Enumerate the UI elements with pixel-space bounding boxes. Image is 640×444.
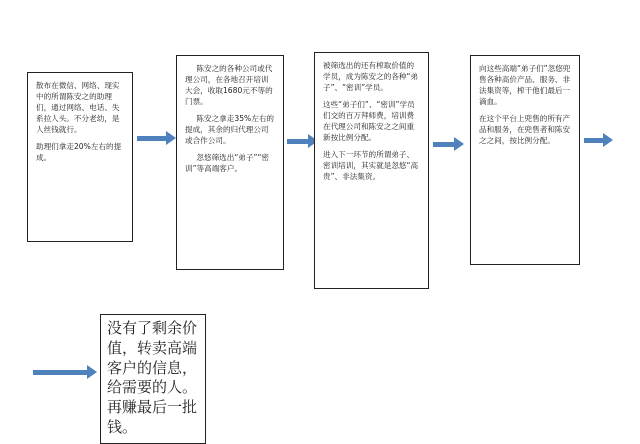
step-3-paragraph-2: 这些“弟子们”、“密训”学员们交的百万拜师费，培训费在代理公司和陈安之之间重新按比例分配。 — [323, 100, 415, 142]
arrow-4-to-next — [584, 138, 604, 143]
arrow-3-to-4 — [433, 142, 455, 147]
step-5-resell-box — [100, 314, 206, 444]
step-2-paragraph-1: 陈安之的各种公司或代理公司，在各地召开培训大会，收取1680元不等的门票。 — [185, 64, 273, 106]
step-4-products-box — [470, 55, 580, 265]
step-2-paragraph-2: 陈安之拿走35%左右的提成，其余的归代理公司或合作公司。 — [185, 114, 275, 145]
arrow-2-to-3 — [287, 139, 309, 144]
arrow-1-to-2 — [137, 136, 167, 141]
step-2-paragraph-3: 忽悠筛选出“弟子”“密训”等高端客户。 — [185, 153, 269, 173]
step-5-paragraph-1: 没有了剩余价值，转卖高端客户的信息，给需要的人。再赚最后一批钱。 — [107, 319, 198, 436]
step-1-recruit-box — [27, 72, 133, 242]
step-1-paragraph-2: 助理们拿走20%左右的提成。 — [36, 142, 122, 162]
step-2-training-box — [176, 55, 284, 270]
arrow-to-step-5 — [33, 370, 88, 375]
step-1-paragraph-1: 散布在微信、网络、现实中的所谓陈安之的助理们，通过网络、电话、失系拉人头。不分老幼，是人丝钱就行。 — [36, 81, 120, 134]
step-3-paragraph-1: 被筛选出的还有榨取价值的学员，成为陈安之的各种“弟子”、“密训”学员。 — [323, 61, 419, 92]
step-3-paragraph-3: 进入下一环节的所谓弟子、密训培训，其实就是忽悠“高贵”、非法集资。 — [323, 150, 419, 181]
step-4-paragraph-1: 向这些高端“弟子们”忽悠兜售各种高价产品、服务、非法集资等，榨干他们最后一滴血。 — [479, 64, 571, 106]
step-3-disciples-box — [314, 52, 429, 289]
step-4-paragraph-2: 在这个平台上兜售的所有产品和服务，在兜售者和陈安之之间，按比例分配。 — [479, 114, 571, 145]
